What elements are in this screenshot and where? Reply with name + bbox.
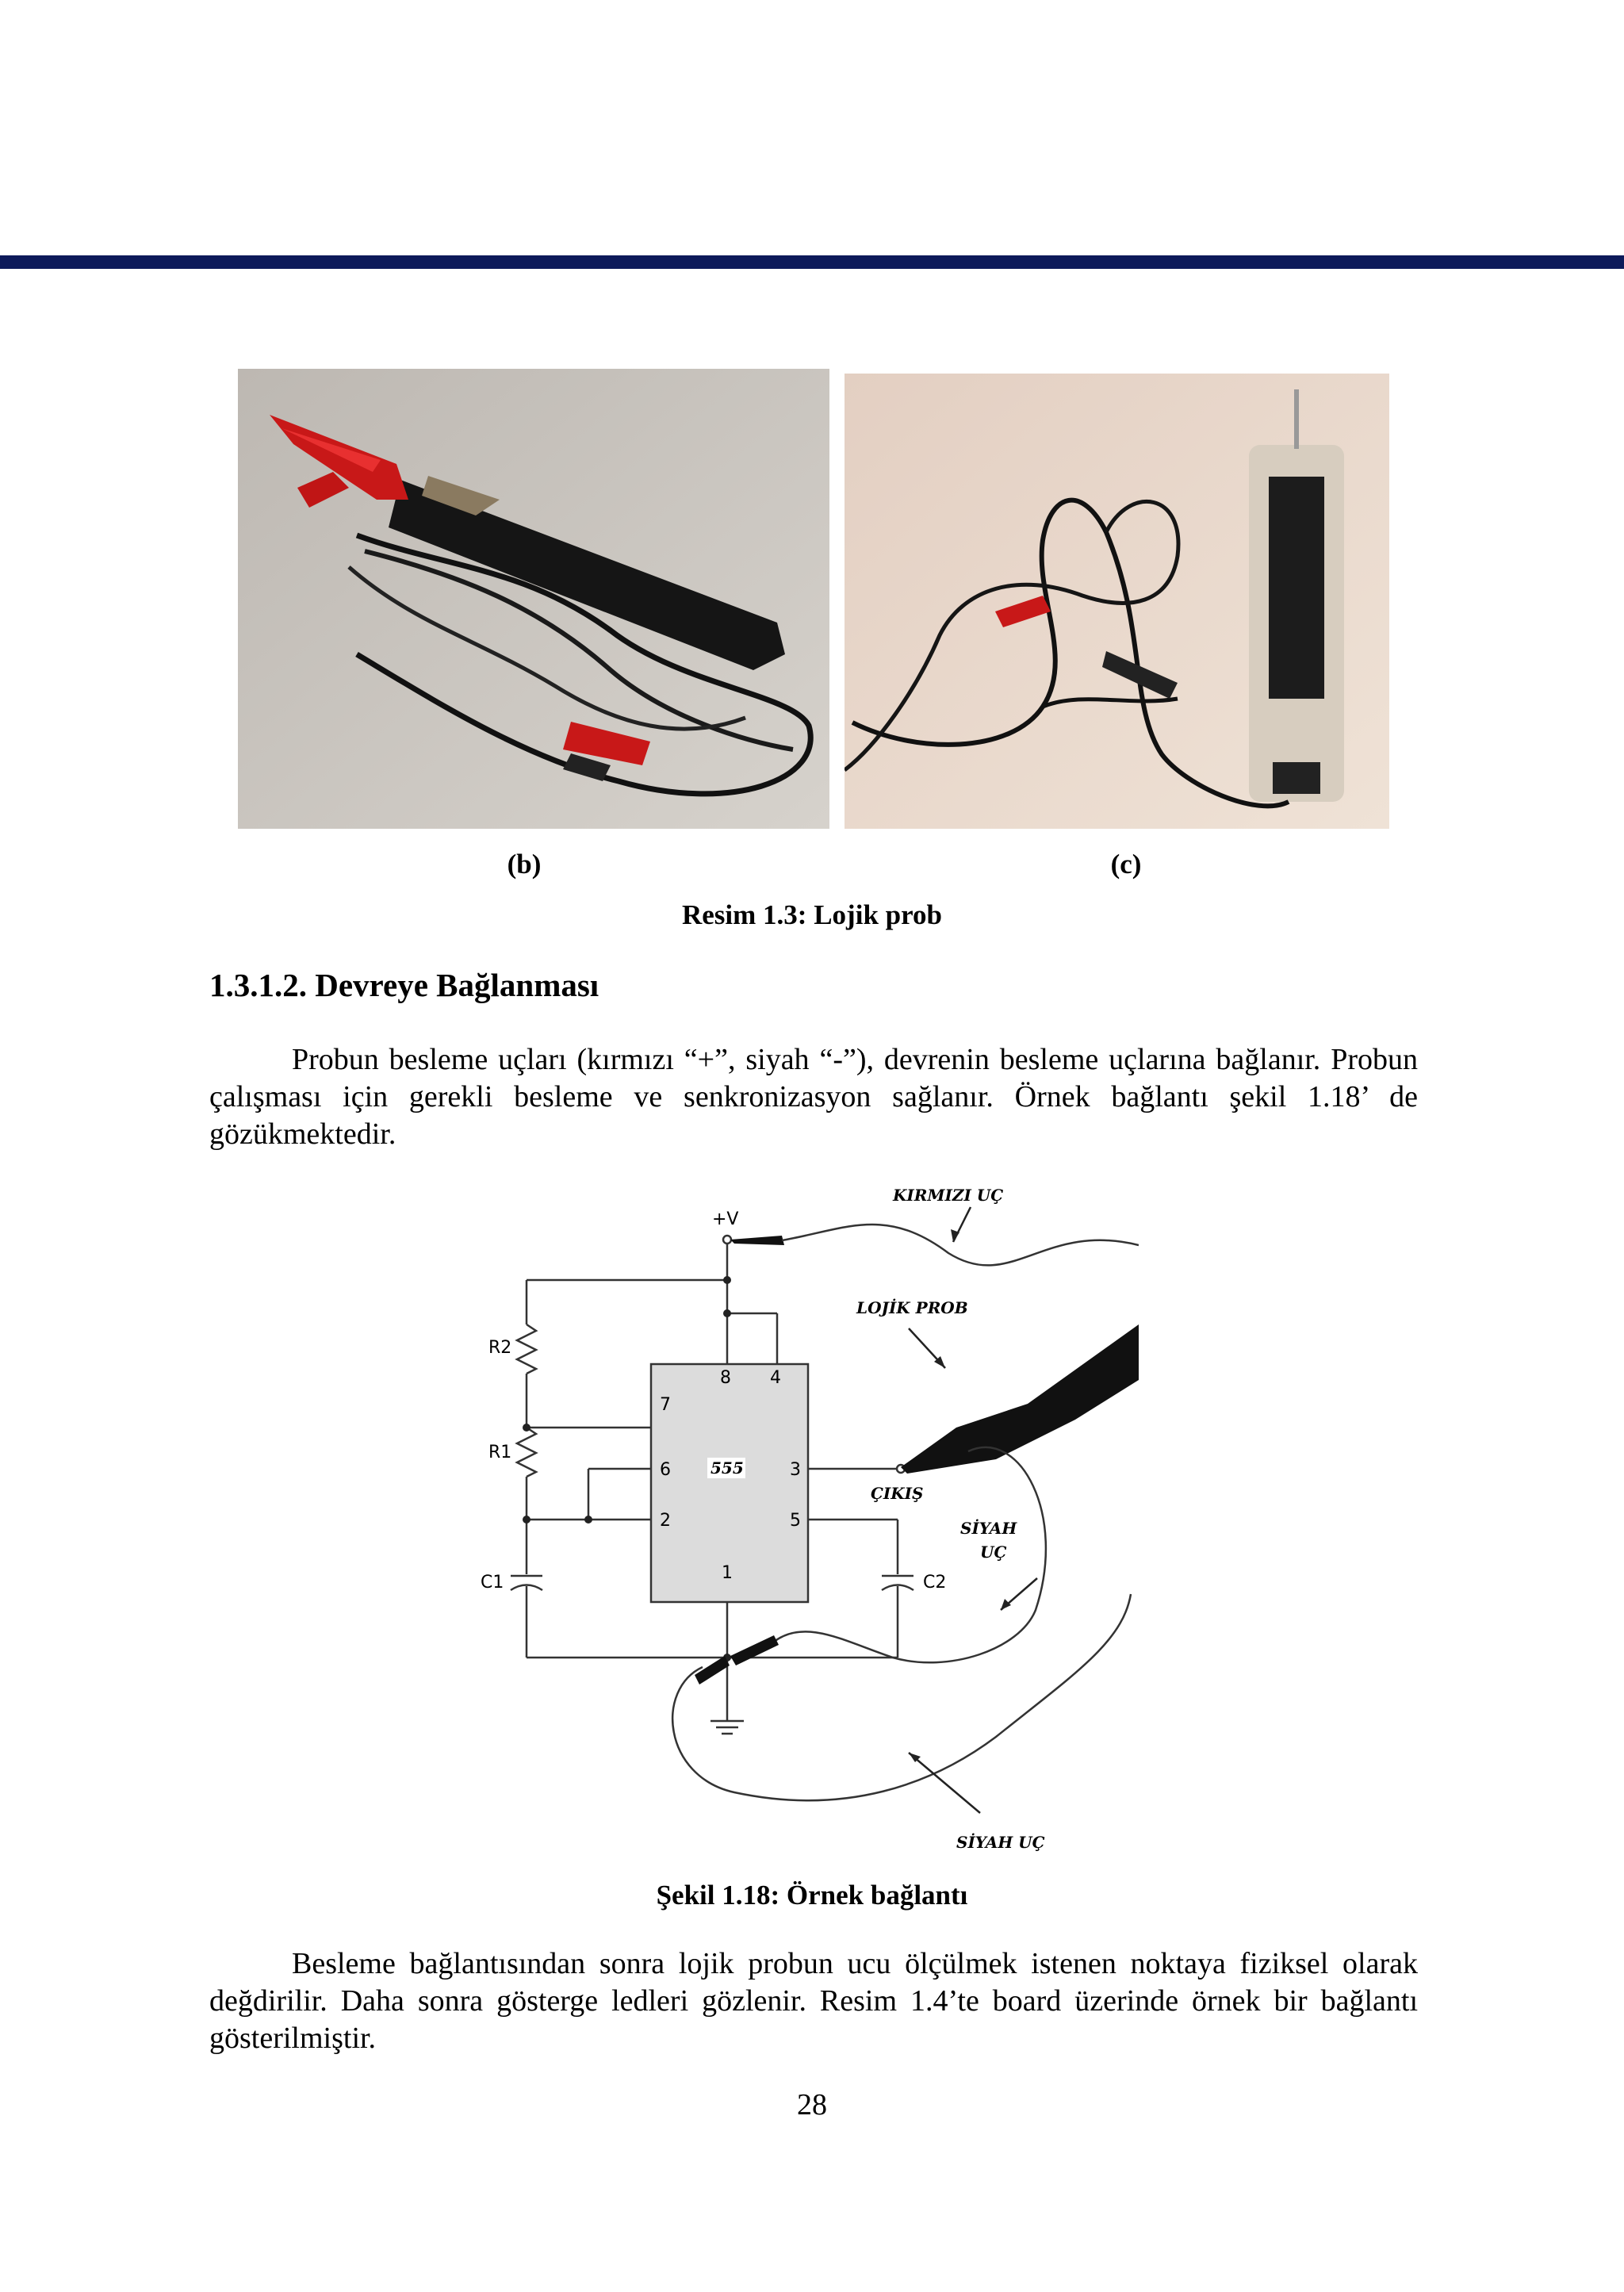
pin-3: 3 bbox=[790, 1460, 801, 1480]
section-heading: 1.3.1.2. Devreye Bağlanması bbox=[209, 967, 599, 1003]
photo-logic-probe-c bbox=[845, 374, 1389, 829]
paragraph-1: Probun besleme uçları (kırmızı “+”, siyah “-”), devrenin besleme uçlarına bağlanır. Probun çalışması için gerekli besleme ve senkronizasyon sağlanır. Örnek bağlantı şekil 1.18’ de gözükmektedir. bbox=[209, 1043, 1418, 1151]
resistor-r2 bbox=[517, 1324, 536, 1374]
black-lead-clip-1 bbox=[730, 1635, 779, 1665]
photo-logic-probe-b bbox=[238, 369, 829, 829]
ic-label: 555 bbox=[710, 1458, 744, 1478]
logic-probe-body bbox=[901, 1324, 1139, 1474]
paragraph-2: Besleme bağlantısından sonra lojik probun ucu ölçülmek istenen noktaya fiziksel olarak değdirilir. Daha sonra gösterge ledleri gözlenir. Resim 1.4’te board üzerinde örnek bir bağlantı gösterilmiştir. bbox=[209, 1947, 1418, 2055]
pin-5: 5 bbox=[790, 1511, 801, 1531]
black-lead-2-wire bbox=[672, 1594, 1131, 1800]
photo-label-c: (c) bbox=[1110, 849, 1142, 880]
resistor-r1 bbox=[517, 1428, 536, 1477]
red-lead-clip bbox=[730, 1236, 784, 1245]
annotation-output: ÇIKIŞ bbox=[871, 1484, 924, 1503]
pin-4: 4 bbox=[770, 1368, 781, 1388]
label-c1: C1 bbox=[481, 1573, 504, 1593]
header-rule bbox=[0, 255, 1624, 269]
photo-label-b: (b) bbox=[507, 849, 542, 880]
annotation-black-lead-2: SİYAH UÇ bbox=[956, 1833, 1045, 1852]
circuit-diagram bbox=[473, 1166, 1139, 1864]
annotation-black-lead-1a: SİYAH bbox=[960, 1519, 1017, 1538]
photo-caption: Resim 1.3: Lojik prob bbox=[682, 899, 942, 930]
pin-2: 2 bbox=[660, 1511, 671, 1531]
label-r1: R1 bbox=[488, 1443, 512, 1462]
pin-8: 8 bbox=[720, 1368, 731, 1388]
annotation-black-lead-1b: UÇ bbox=[980, 1543, 1007, 1562]
annotation-logic-probe: LOJİK PROB bbox=[856, 1298, 968, 1317]
vcc-terminal bbox=[723, 1236, 731, 1244]
label-r2: R2 bbox=[488, 1338, 512, 1358]
annotation-red-lead: KIRMIZI UÇ bbox=[893, 1186, 1004, 1205]
pin-1: 1 bbox=[722, 1563, 733, 1583]
black-lead-clip-2 bbox=[695, 1656, 730, 1685]
figure-caption: Şekil 1.18: Örnek bağlantı bbox=[656, 1880, 968, 1911]
label-c2: C2 bbox=[923, 1573, 947, 1593]
pin-7: 7 bbox=[660, 1395, 671, 1415]
red-lead-wire bbox=[782, 1225, 1139, 1265]
supply-label: +V bbox=[712, 1209, 739, 1229]
page-number: 28 bbox=[797, 2088, 827, 2121]
pin-6: 6 bbox=[660, 1460, 671, 1480]
